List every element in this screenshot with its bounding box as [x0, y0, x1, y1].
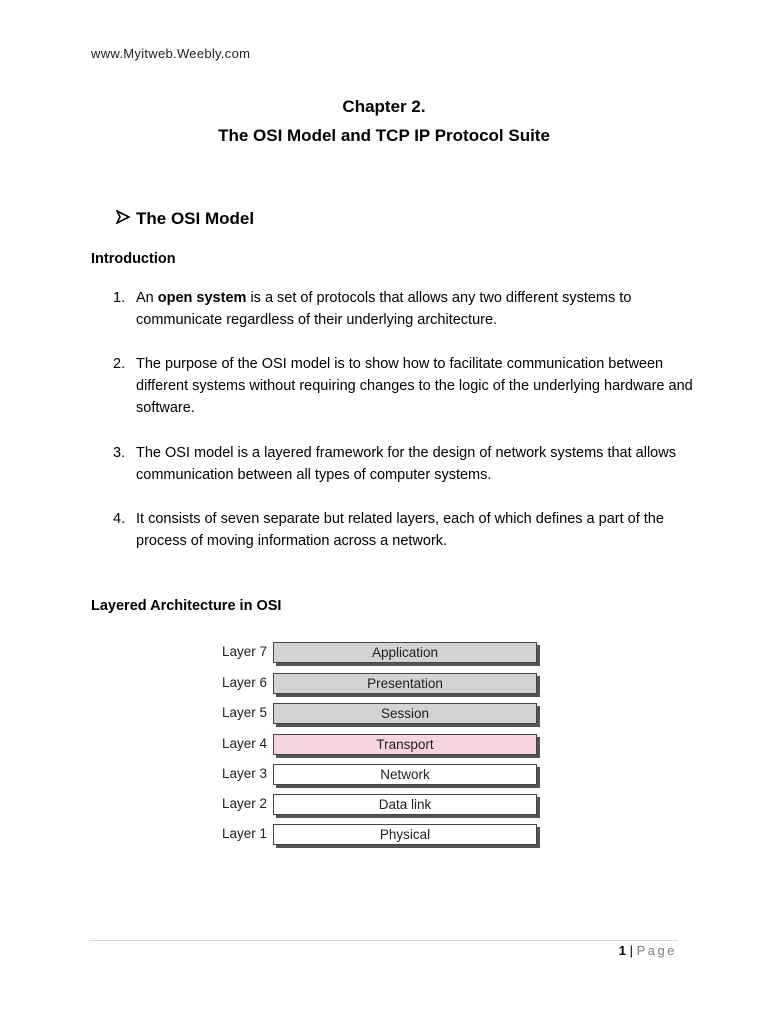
chapter-title: The OSI Model and TCP IP Protocol Suite: [218, 126, 550, 145]
list-item-number: 4.: [113, 511, 126, 527]
layer-label: Layer 4: [222, 736, 268, 751]
layer-box-physical: Physical: [273, 824, 537, 845]
chapter-number: Chapter 2.: [342, 97, 426, 116]
layer-box-transport: Transport: [273, 734, 537, 755]
page-footer: [619, 943, 677, 958]
osi-layer-row-5: [222, 703, 542, 727]
section-heading: [116, 209, 254, 229]
list-item-text-post: is a set of protocols that allows any two different systems to communicate regardless of their underlying architecture.: [136, 290, 632, 328]
layer-label: Layer 5: [222, 705, 268, 720]
footer-divider: [89, 940, 678, 941]
page-separator: |: [626, 943, 637, 958]
layer-box-network: Network: [273, 764, 537, 785]
layer-box-presentation: Presentation: [273, 673, 537, 694]
layered-architecture-heading: Layered Architecture in OSI: [91, 598, 282, 614]
osi-layer-row-2: [222, 794, 542, 818]
layer-box-application: Application: [273, 642, 537, 663]
osi-layer-row-7: [222, 642, 542, 666]
list-item-number: 3.: [113, 445, 126, 461]
section-heading-text: The OSI Model: [136, 209, 255, 228]
osi-layer-diagram: [222, 642, 542, 852]
arrowhead-bullet-icon: [116, 210, 136, 228]
list-item-text: The OSI model is a layered framework for the design of network systems that allows communication between all types of computer systems.: [136, 445, 676, 483]
list-item-number: 2.: [113, 356, 126, 372]
list-item-text-pre: An: [136, 290, 158, 306]
layer-label: Layer 7: [222, 644, 268, 659]
layer-box-data-link: Data link: [273, 794, 537, 815]
page-number: 1: [618, 943, 627, 958]
open-system-term: open system: [157, 290, 247, 306]
list-item-text: [136, 287, 696, 331]
osi-layer-row-1: [222, 824, 542, 848]
osi-layer-row-3: [222, 764, 542, 788]
osi-layer-row-4: [222, 734, 542, 758]
layer-label: Layer 6: [222, 675, 268, 690]
layer-label: Layer 1: [222, 826, 268, 841]
layer-box-session: Session: [273, 703, 537, 724]
page-word: Page: [636, 943, 677, 958]
header-url: www.Myitweb.Weebly.com: [91, 46, 251, 61]
osi-layer-row-6: [222, 673, 542, 697]
introduction-heading: Introduction: [91, 251, 176, 267]
list-item-text: It consists of seven separate but related layers, each of which defines a part of the process of moving information across a network.: [136, 511, 664, 549]
list-item-number: 1.: [113, 290, 126, 306]
layer-label: Layer 3: [222, 766, 268, 781]
layer-label: Layer 2: [222, 796, 268, 811]
list-item-text: The purpose of the OSI model is to show how to facilitate communication between different systems without requiring changes to the logic of the underlying hardware and software.: [136, 356, 693, 416]
